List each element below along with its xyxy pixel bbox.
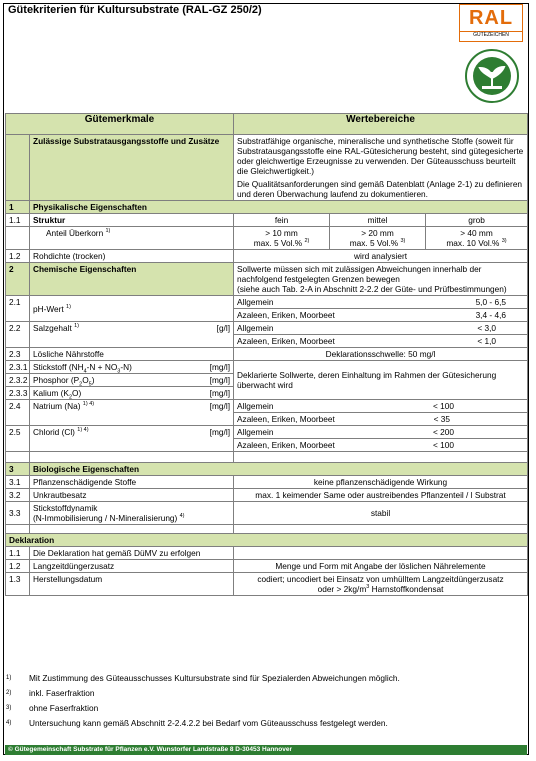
criteria-table: [5, 113, 528, 596]
header-values: Wertebereiche: [234, 114, 528, 135]
table-row: 2.4 Natrium (Na) $^{1) 4)}$ [mg/l] Allgemein < 100: [6, 400, 528, 413]
footnote: 3) ohne Faserfraktion: [6, 703, 99, 713]
ral-logo: [459, 4, 523, 42]
table-row: 3.1 Pflanzenschädigende Stoffe keine pflanzenschädigende Wirkung: [6, 476, 528, 489]
footnotes: [6, 671, 526, 731]
table-row: 2.3.3 Kalium $(K_2O)$ [mg/l]: [6, 387, 528, 400]
table-row: Anteil Überkorn $^{1)}$ > 10 mm max. 5 Vol.% $^{2)}$ > 20 mm max. 5 Vol.% $^{3)}$ > 40 mm max. 10 Vol.% $^{3)}$: [6, 227, 528, 250]
table-row: 1.1 Die Deklaration hat gemäß DüMV zu erfolgen: [6, 547, 528, 560]
page-title: Gütekriterien für Kultursubstrate (RAL-GZ 250/2): [8, 4, 262, 16]
section-row: 3 Biologische Eigenschaften: [6, 463, 528, 476]
table-row: 2.3.2 Phosphor $(P_2O_5)$ [mg/l]: [6, 374, 528, 387]
intro-value: Substratfähige organische, mineralische und synthetische Stoffe (soweit für Substratausgangsstoffe eine RAL-Gütesicherung besteht, sind gütegesicherte oder gleichwertige Erzeugnisse zu verwenden. Der Güteausschuss beurteilt die Gleichwertigkeit.) Die Qualitätsanforderungen sind gemäß Datenblatt (Anlage 2-1) zu definieren und deren Überwachung laufend zu dokumentieren.: [234, 135, 528, 201]
table-row: Azaleen, Eriken, Moorbeet < 1,0: [6, 335, 528, 348]
table-row: 1.2 Rohdichte (trocken) wird analysiert: [6, 250, 528, 263]
section-row: Deklaration: [6, 534, 528, 547]
spacer-row: [6, 452, 528, 463]
header-criteria: Gütemerkmale: [6, 114, 234, 135]
table-row: 2.5 Chlorid (Cl) $^{1) 4)}$ [mg/l] Allgemein < 200: [6, 426, 528, 439]
footer: © Gütegemeinschaft Substrate für Pflanzen e.V. Wunstorfer Landstraße 8 D-30453 Hannover: [5, 745, 527, 755]
table-row: 2.1 pH-Wert $^{1)}$ Allgemein 5,0 - 6,5: [6, 296, 528, 309]
footnote: 4) Untersuchung kann gemäß Abschnitt 2-2.4.2.2 bei Bedarf vom Güteausschuss festgelegt werden.: [6, 718, 388, 728]
table-row: 1.3 Herstellungsdatum codiert; uncodiert bei Einsatz von umhülltem Langzeitdüngerzusatz oder > $2kg/m^3$ Harnstoffkondensat: [6, 573, 528, 596]
table-header: [6, 114, 528, 135]
table-row: 3.2 Unkrautbesatz max. 1 keimender Same oder austreibendes Pflanzenteil / l Substrat: [6, 489, 528, 502]
quality-seal-icon: [464, 48, 520, 104]
table-row: [6, 135, 528, 201]
table-row: 2.3.1 Stickstoff $(NH_4-N + NO_3-N)$ [mg/l] Deklarierte Sollwerte, deren Einhaltung im Rahmen der Gütesicherung überwacht wird: [6, 361, 528, 374]
ral-logo-subtitle: GÜTEZEICHEN: [460, 31, 522, 39]
intro-label: Zulässige Substratausgangsstoffe und Zusätze: [30, 135, 234, 201]
footnote: 1) Mit Zustimmung des Güteausschusses Kultursubstrate sind für Spezialerden Abweichungen möglich.: [6, 673, 400, 683]
table-row: Azaleen, Eriken, Moorbeet 3,4 - 4,6: [6, 309, 528, 322]
footnote: 2) inkl. Faserfraktion: [6, 688, 95, 698]
table-row: 2.2 Salzgehalt $^{1)}$ [g/l] Allgemein < 3,0: [6, 322, 528, 335]
table-row: 3.3 Stickstoffdynamik (N-Immobilisierung / N-Mineralisierung) $^{4)}$ stabil: [6, 502, 528, 525]
table-row: 2.3 Lösliche Nährstoffe Deklarationsschwelle: 50 mg/l: [6, 348, 528, 361]
table-row: 1.2 Langzeitdüngerzusatz Menge und Form mit Angabe der löslichen Nährelemente: [6, 560, 528, 573]
table-row: Azaleen, Eriken, Moorbeet < 100: [6, 439, 528, 452]
spacer-row: [6, 525, 528, 534]
table-row: Azaleen, Eriken, Moorbeet < 35: [6, 413, 528, 426]
ral-logo-text: RAL: [468, 7, 514, 29]
section-row: 2 Chemische Eigenschaften Sollwerte müssen sich mit zulässigen Abweichungen innerhalb der nachfolgend festgelegten Grenzen bewegen (siehe auch Tab. 2-A in Abschnitt 2-2.2 der Güte- und Prüfbestimmungen): [6, 263, 528, 296]
section-row: 1 Physikalische Eigenschaften: [6, 201, 528, 214]
table-row: 1.1 Struktur fein mittel grob: [6, 214, 528, 227]
